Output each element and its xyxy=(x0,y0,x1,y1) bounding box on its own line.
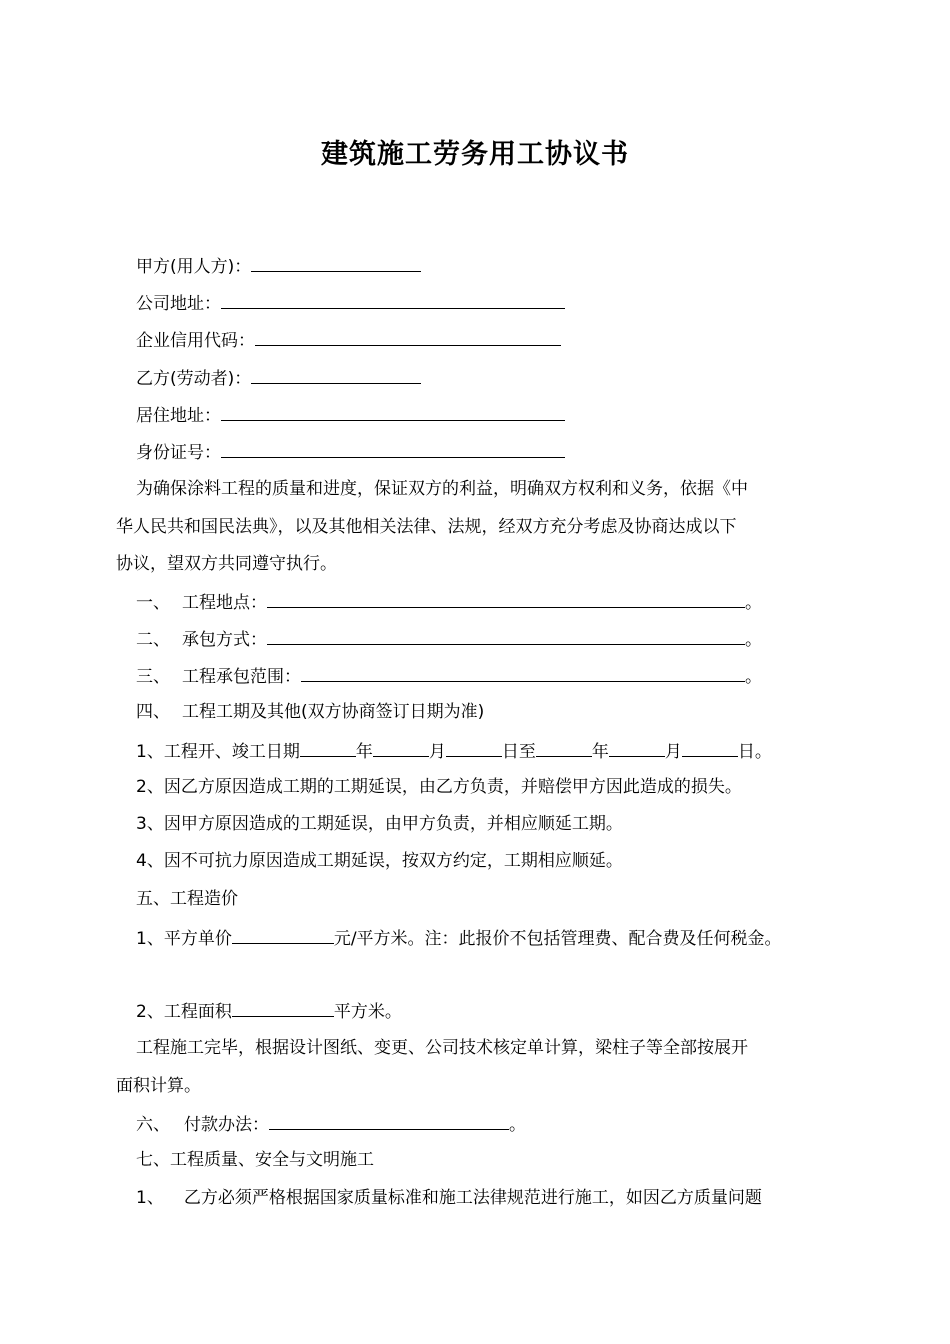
start-day-label: 日至 xyxy=(501,742,536,762)
item-schedule xyxy=(136,701,484,723)
start-day-blank[interactable] xyxy=(446,739,502,757)
unit-price-label: 1、平方单价 xyxy=(136,929,232,949)
schedule-dates xyxy=(136,739,772,763)
clause-4: 4、因不可抗力原因造成工期延误，按双方约定，工期相应顺延。 xyxy=(136,851,623,871)
party-a-field xyxy=(136,254,421,278)
payment-num: 六、 xyxy=(136,1115,170,1135)
id-number-field xyxy=(136,440,565,464)
id-number-blank[interactable] xyxy=(221,440,565,458)
company-address-blank[interactable] xyxy=(221,291,565,309)
item-location-num: 一、 xyxy=(136,593,170,613)
item-contract-method-num: 二、 xyxy=(136,630,170,650)
end-month-blank[interactable] xyxy=(609,739,665,757)
area-label: 2、工程面积 xyxy=(136,1002,232,1022)
id-number-label: 身份证号： xyxy=(136,443,221,463)
area-line xyxy=(136,999,402,1023)
party-b-blank[interactable] xyxy=(251,366,421,384)
item-location-label: 工程地点： xyxy=(182,593,267,613)
credit-code-field xyxy=(136,328,561,352)
calc-line-2: 面积计算。 xyxy=(116,1076,201,1096)
unit-price-suffix: 元/平方米。注：此报价不包括管理费、配合费及任何税金。 xyxy=(333,929,782,949)
area-blank[interactable] xyxy=(232,999,334,1017)
quality-clause-1 xyxy=(136,1187,762,1209)
start-year-label: 年 xyxy=(355,742,373,762)
document-title: 建筑施工劳务用工协议书 xyxy=(321,139,629,170)
payment-blank[interactable] xyxy=(269,1112,509,1130)
item-schedule-label: 工程工期及其他(双方协商签订日期为准) xyxy=(182,702,485,722)
item-scope-blank[interactable] xyxy=(301,664,745,682)
item-location-blank[interactable] xyxy=(267,590,745,608)
start-month-blank[interactable] xyxy=(373,739,429,757)
intro-line-1: 为确保涂料工程的质量和进度，保证双方的利益，明确双方权利和义务，依据《中 xyxy=(136,479,748,499)
residence-address-label: 居住地址： xyxy=(136,406,221,426)
item-location xyxy=(136,590,762,614)
party-b-label: 乙方(劳动者)： xyxy=(136,369,252,389)
company-address-field xyxy=(136,291,565,315)
quality-clause-num: 1、 xyxy=(136,1188,164,1208)
unit-price-line xyxy=(136,926,782,950)
clause-2: 2、因乙方原因造成工期的工期延误，由乙方负责，并赔偿甲方因此造成的损失。 xyxy=(136,777,742,797)
start-year-blank[interactable] xyxy=(300,739,356,757)
item-contract-method xyxy=(136,627,762,651)
item-contract-method-blank[interactable] xyxy=(267,627,745,645)
item-contract-method-end: 。 xyxy=(745,630,762,650)
payment-line xyxy=(136,1112,526,1136)
company-address-label: 公司地址： xyxy=(136,294,221,314)
calc-line-1: 工程施工完毕，根据设计图纸、变更、公司技术核定单计算，梁柱子等全部按展开 xyxy=(136,1038,748,1058)
item-schedule-num: 四、 xyxy=(136,702,170,722)
party-a-label: 甲方(用人方)： xyxy=(136,257,252,277)
item-scope-num: 三、 xyxy=(136,667,170,687)
quality-clause-text: 乙方必须严格根据国家质量标准和施工法律规范进行施工，如因乙方质量问题 xyxy=(183,1188,762,1208)
schedule-prefix: 1、工程开、竣工日期 xyxy=(136,742,300,762)
item-contract-method-label: 承包方式： xyxy=(182,630,267,650)
item-scope-end: 。 xyxy=(745,667,762,687)
area-suffix: 平方米。 xyxy=(333,1002,402,1022)
end-year-blank[interactable] xyxy=(536,739,592,757)
intro-line-3: 协议，望双方共同遵守执行。 xyxy=(116,554,337,574)
end-day-blank[interactable] xyxy=(682,739,738,757)
credit-code-label: 企业信用代码： xyxy=(136,331,255,351)
item-scope-label: 工程承包范围： xyxy=(182,667,301,687)
start-month-label: 月 xyxy=(428,742,446,762)
end-year-label: 年 xyxy=(591,742,609,762)
credit-code-blank[interactable] xyxy=(255,328,561,346)
party-a-blank[interactable] xyxy=(251,254,421,272)
clause-3: 3、因甲方原因造成的工期延误，由甲方负责，并相应顺延工期。 xyxy=(136,814,623,834)
residence-address-field xyxy=(136,403,565,427)
party-b-field xyxy=(136,366,421,390)
item-location-end: 。 xyxy=(745,593,762,613)
end-month-label: 月 xyxy=(664,742,682,762)
payment-label: 付款办法： xyxy=(184,1115,269,1135)
section-5-heading: 五、工程造价 xyxy=(136,889,238,909)
section-7-heading: 七、工程质量、安全与文明施工 xyxy=(136,1150,374,1170)
end-day-label: 日。 xyxy=(737,742,772,762)
residence-address-blank[interactable] xyxy=(221,403,565,421)
payment-end: 。 xyxy=(509,1115,526,1135)
intro-line-2: 华人民共和国民法典》，以及其他相关法律、法规，经双方充分考虑及协商达成以下 xyxy=(116,517,737,537)
item-scope xyxy=(136,664,762,688)
unit-price-blank[interactable] xyxy=(232,926,334,944)
